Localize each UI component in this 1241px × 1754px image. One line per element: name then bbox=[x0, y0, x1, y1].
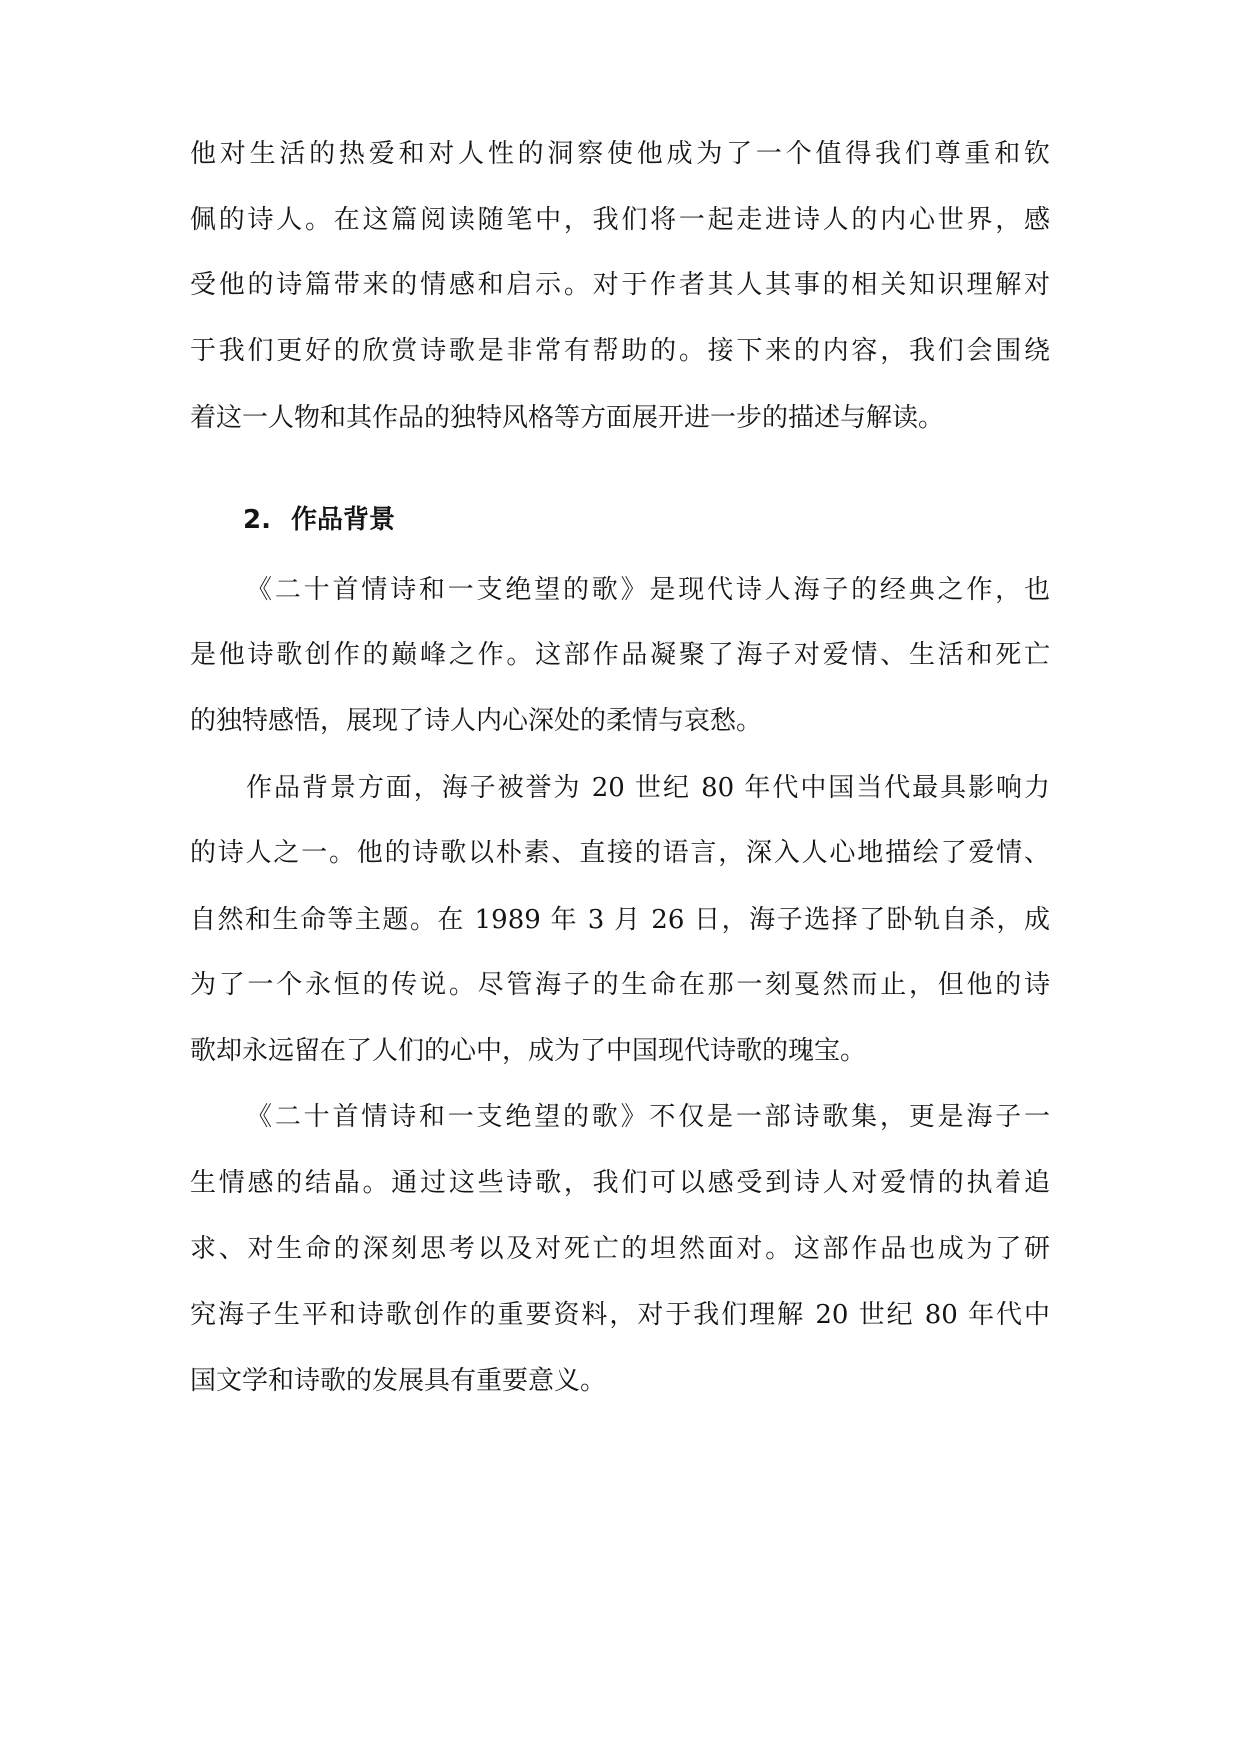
paragraph-2-line-4: 为了一个永恒的传说。尽管海子的生命在那一刻戛然而止，但他的诗 bbox=[190, 970, 1050, 1000]
paragraph-1-line-3: 的独特感悟，展现了诗人内心深处的柔情与哀愁。 bbox=[190, 706, 763, 736]
intro-line-5: 着这一人物和其作品的独特风格等方面展开进一步的描述与解读。 bbox=[190, 403, 945, 433]
paragraph-2-line-1: 作品背景方面，海子被誉为 20 世纪 80 年代中国当代最具影响力 bbox=[246, 773, 1050, 803]
intro-line-1: 他对生活的热爱和对人性的洞察使他成为了一个值得我们尊重和钦 bbox=[190, 139, 1050, 169]
paragraph-3-line-5: 国文学和诗歌的发展具有重要意义。 bbox=[190, 1366, 607, 1396]
intro-line-3: 受他的诗篇带来的情感和启示。对于作者其人其事的相关知识理解对 bbox=[190, 270, 1050, 300]
intro-line-4: 于我们更好的欣赏诗歌是非常有帮助的。接下来的内容，我们会围绕 bbox=[190, 336, 1050, 366]
intro-line-2: 佩的诗人。在这篇阅读随笔中，我们将一起走进诗人的内心世界，感 bbox=[190, 205, 1050, 235]
paragraph-2-line-5: 歌却永远留在了人们的心中，成为了中国现代诗歌的瑰宝。 bbox=[190, 1036, 867, 1066]
paragraph-3-line-4: 究海子生平和诗歌创作的重要资料，对于我们理解 20 世纪 80 年代中 bbox=[190, 1300, 1050, 1330]
section-title: 作品背景 bbox=[291, 505, 396, 535]
paragraph-3-line-2: 生情感的结晶。通过这些诗歌，我们可以感受到诗人对爱情的执着追 bbox=[190, 1168, 1050, 1198]
paragraph-2-line-2: 的诗人之一。他的诗歌以朴素、直接的语言，深入人心地描绘了爱情、 bbox=[190, 838, 1050, 868]
paragraph-3-line-3: 求、对生命的深刻思考以及对死亡的坦然面对。这部作品也成为了研 bbox=[190, 1234, 1050, 1264]
section-heading bbox=[243, 503, 395, 537]
paragraph-2-line-3: 自然和生命等主题。在 1989 年 3 月 26 日，海子选择了卧轨自杀，成 bbox=[190, 905, 1050, 935]
paragraph-1-line-2: 是他诗歌创作的巅峰之作。这部作品凝聚了海子对爱情、生活和死亡 bbox=[190, 640, 1050, 670]
paragraph-3-line-1: 《二十首情诗和一支绝望的歌》不仅是一部诗歌集，更是海子一 bbox=[246, 1102, 1050, 1132]
section-number: 2. bbox=[243, 505, 271, 535]
paragraph-1-line-1: 《二十首情诗和一支绝望的歌》是现代诗人海子的经典之作，也 bbox=[246, 575, 1050, 605]
